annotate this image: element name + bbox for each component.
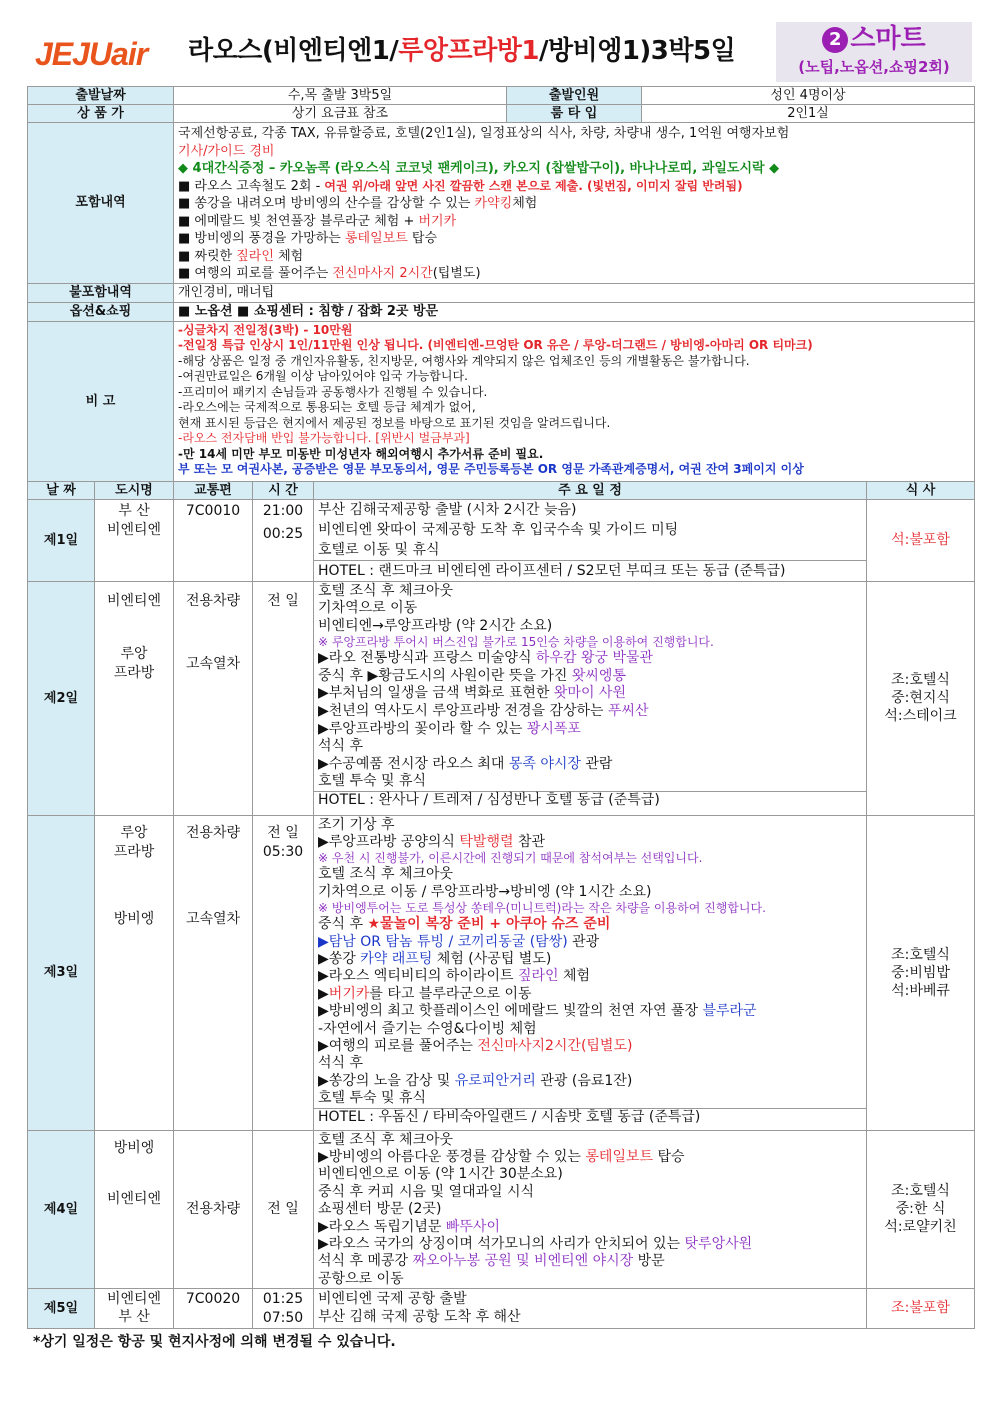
itinerary-line	[318, 721, 862, 739]
text: ■ 짜릿한	[178, 248, 237, 264]
text-highlight: 버기카	[328, 985, 370, 1002]
text: ▶쏭강	[318, 950, 361, 967]
itinerary-line	[318, 951, 862, 968]
itinerary-line	[318, 1038, 862, 1055]
price-value: 상기 요금표 참조	[174, 105, 507, 123]
itinerary-note: ※ 우천 시 진행불가, 이른시간에 진행되기 때문에 참석여부는 선택입니다.	[318, 851, 703, 866]
remark-line: 부 또는 모 여권사본, 공증받은 영문 부모동의서, 영문 주민등록등본 OR 영문 가족관계증명서, 여권 잔여 3페이지 이상	[178, 462, 804, 476]
included-line	[178, 195, 970, 213]
itinerary-line	[318, 1003, 862, 1020]
day4-itinerary	[314, 1130, 867, 1289]
time: 00:25	[262, 525, 304, 542]
city: 방비엥	[113, 910, 155, 927]
day1-label: 제1일	[28, 499, 95, 581]
text-highlight: 하우캄 왕궁 박물관	[535, 650, 654, 667]
text: ▶수공예품 전시장 라오스 최대	[318, 755, 509, 772]
options-label: 옵션&쇼핑	[28, 302, 174, 321]
itinerary-line	[318, 834, 862, 851]
itinerary-line: 조기 기상 후	[318, 816, 395, 833]
city: 부 산	[118, 502, 150, 519]
text: ▶루앙프라방의 꽃이라 할 수 있는	[318, 720, 527, 737]
page-title	[188, 30, 735, 67]
itinerary-line: 비엔티엔 왓따이 국제공항 도착 후 입국수속 및 가이드 미팅	[318, 521, 679, 538]
departure-value: 수,목 출발 3박5일	[174, 87, 507, 105]
itinerary-line: 호텔 조식 후 체크아웃	[318, 1131, 454, 1148]
day5-transport: 7C0020	[174, 1289, 253, 1329]
transport: 전용차량	[185, 592, 241, 609]
day4-time: 전 일	[253, 1130, 314, 1289]
jejuair-logo: JEJUair	[35, 36, 148, 72]
itinerary-line	[318, 650, 862, 668]
day5-itinerary	[314, 1289, 867, 1329]
text-highlight: 전신마사지2시간(팁별도)	[477, 1037, 633, 1054]
day3-time: 전 일 05:30	[253, 815, 314, 1130]
day3-meal: 조:호텔식 중:비빔밥 석:바베큐	[867, 815, 975, 1130]
text: 방문	[633, 1253, 665, 1270]
itinerary-line: 호텔 투숙 및 휴식	[318, 1090, 427, 1107]
day2-label: 제2일	[28, 581, 95, 815]
text: (팁별도)	[432, 266, 481, 281]
remark-line: -여권만료일은 6개월 이상 남아있어야 입국 가능합니다.	[178, 369, 468, 383]
text-highlight: 왓마이 사원	[553, 685, 626, 702]
itinerary-line: 호텔 조식 후 체크아웃	[318, 582, 454, 599]
text-highlight: 롱테일보트	[344, 231, 408, 246]
spacer	[99, 1158, 169, 1190]
itinerary-line: 비엔티엔→루앙프라방 (약 2시간 소요)	[318, 617, 553, 634]
itinerary-line	[318, 1219, 862, 1236]
day5-time: 01:25 07:50	[253, 1289, 314, 1329]
day2-transport	[174, 581, 253, 815]
day2-itinerary	[314, 581, 867, 815]
text-highlight: ★물놀이 복장 준비 + 아쿠아 슈즈 준비	[367, 916, 611, 933]
day4-label: 제4일	[28, 1130, 95, 1289]
itinerary-line	[318, 986, 862, 1003]
tour-table	[27, 86, 975, 1329]
transport: 고속열차	[185, 655, 241, 672]
hotel-line: HOTEL : 우돔신 / 타비숙아일랜드 / 시솜밧 호텔 동급 (준특급)	[314, 1108, 866, 1126]
text: 탑승	[653, 1148, 685, 1165]
day3-city	[95, 815, 174, 1130]
transport: 고속열차	[185, 910, 241, 927]
text: ▶방비엥의 아름다운 풍경를 감상할 수 있는	[318, 1148, 586, 1165]
spacer	[99, 611, 169, 645]
text: ■ 라오스 고속철도 2회 -	[178, 178, 325, 194]
title-part: /방비엥1)3박5일	[538, 36, 736, 66]
city: 루앙 프라방	[113, 824, 155, 860]
itinerary-line: 기차역으로 이동 / 루앙프라방→방비엥 (약 1시간 소요)	[318, 883, 652, 900]
badge-main	[776, 22, 972, 56]
remark-line: -전일정 특급 인상시 1인/11만원 인상 됩니다. (비엔티엔-므엉탄 OR 유은 / 루앙-더그랜드 / 방비엥-아마리 OR 티마크)	[178, 338, 813, 352]
day4-meal: 조:호텔식 중:한 식 석:로얄키친	[867, 1130, 975, 1289]
remark-line: -라오스 전자담배 반입 불가능합니다. [위반시 벌금부과]	[178, 431, 470, 445]
text-highlight: 블루라군	[702, 1003, 757, 1020]
text: 체험	[558, 968, 591, 985]
day3-transport	[174, 815, 253, 1130]
day3-label: 제3일	[28, 815, 95, 1130]
day4-transport: 전용차량	[174, 1130, 253, 1289]
people-value: 성인 4명이상	[642, 87, 975, 105]
day1-meal: 석:불포함	[867, 499, 975, 581]
text: ■ 에메랄드 빛 천연풀장 블루라군 체험 +	[178, 213, 419, 229]
text-highlight: 여권 위/아래 앞면 사진 깔끔한 스캔 본으로 제출. (빛번짐, 이미지 잘림 반려됨)	[324, 178, 743, 193]
text: ▶천년의 역사도시 루앙프라방 전경을 감상하는	[318, 703, 608, 720]
included-line	[178, 248, 970, 266]
text: 석식 후 메콩강	[318, 1253, 413, 1270]
itinerary-line	[318, 1253, 862, 1270]
badge-main-label: 스마트	[850, 24, 926, 54]
city: 비엔티엔	[106, 1190, 162, 1207]
day5-meal: 조:불포함	[867, 1289, 975, 1329]
time: 21:00	[262, 502, 304, 519]
remark-line: -프리미어 패키지 손님들과 공동행사가 진행될 수 있습니다.	[178, 384, 488, 399]
text: ▶	[318, 985, 329, 1002]
included-snacks: ◆ 4대간식증정 – 카오놈콕 (라오스식 코코넛 팬케이크), 카오지 (찹쌀밥구이), 바나나로띠, 과일도시락 ◆	[178, 161, 780, 176]
text-highlight: ▶탐남 OR 탐놈 튜빙 / 코끼리동굴 (탐쌍)	[318, 933, 568, 950]
itinerary-line	[318, 685, 862, 703]
city: 비엔티엔	[106, 521, 162, 538]
text-highlight: 탓루앙사원	[684, 1235, 753, 1252]
text: ▶루앙프라방 공양의식	[318, 833, 460, 850]
text-highlight: 몽족 야시장	[508, 755, 581, 772]
room-label: 룸 타 입	[507, 105, 642, 123]
hotel-line: HOTEL : 완사나 / 트레져 / 심성반나 호텔 동급 (준특급)	[314, 791, 866, 810]
text: ▶라오스 엑티비티의 하이라이트	[318, 968, 518, 985]
remark-line: -해당 상품은 일정 중 개인자유활동, 친지방문, 여행사와 계약되지 않은 업체조인 등의 개별활동은 불가합니다.	[178, 353, 750, 368]
text: ▶라오스 독립기념문	[318, 1218, 446, 1235]
itinerary-line	[318, 1149, 862, 1166]
text: 관람	[580, 755, 613, 772]
text: ▶라오 전통방식과 프랑스 미술양식	[318, 650, 536, 667]
itinerary-line	[318, 756, 862, 774]
text: ▶부처님의 일생을 금색 벽화로 표현한	[318, 685, 554, 702]
text-highlight: 꽝시폭포	[526, 720, 581, 737]
options-value: ■ 노옵션 ■ 쇼핑센터 : 침향 / 잡화 2곳 방문	[174, 302, 975, 321]
day5-label: 제5일	[28, 1289, 95, 1329]
price-label: 상 품 가	[28, 105, 174, 123]
itinerary-line: 호텔 투숙 및 휴식	[318, 773, 427, 790]
text: 탑승	[407, 231, 438, 246]
departure-label: 출발날짜	[28, 87, 174, 105]
title-part: 라오스(비엔티엔1/	[188, 36, 399, 66]
text: 체험	[273, 248, 304, 264]
itinerary-line: 부산 김해국제공항 출발 (시차 2시간 늦음)	[318, 501, 577, 518]
text-highlight: 왓씨엥통	[571, 667, 626, 684]
text: 체험	[512, 196, 538, 211]
text-highlight: 푸씨산	[608, 703, 649, 720]
text-highlight: 탁발행렬	[459, 833, 514, 850]
remark-line: -만 14세 미만 부모 미동반 미성년자 해외여행시 추가서류 준비 필요.	[178, 446, 544, 461]
day2-time: 전 일	[253, 581, 314, 815]
people-label: 출발인원	[507, 87, 642, 105]
itinerary-line: 중식 후 커피 시음 및 열대과일 시식	[318, 1183, 535, 1200]
remarks-content	[174, 321, 975, 481]
badge-number-icon: 2	[822, 27, 848, 53]
text-highlight: 짜오아누봉 공원 및 비엔티엔 야시장	[412, 1253, 634, 1270]
itinerary-line: 부산 김해 국제 공항 도착 후 해산	[318, 1309, 521, 1326]
included-line: 기사/가이드 경비	[178, 143, 275, 159]
spacer	[178, 611, 248, 655]
itinerary-line: 석식 후	[318, 1055, 364, 1072]
remark-line: -싱글차지 전일정(3박) - 10만원	[178, 322, 353, 337]
day1-transport: 7C0010	[174, 499, 253, 581]
text: 를 타고 블루라군으로 이동	[369, 985, 532, 1002]
itinerary-line: 호텔 조식 후 체크아웃	[318, 866, 454, 883]
itinerary-line	[318, 968, 862, 985]
excluded-value: 개인경비, 매너팁	[174, 283, 975, 302]
itinerary-line: 비엔티엔 국제 공항 출발	[318, 1291, 467, 1308]
product-badge	[776, 22, 972, 82]
remark-line: 현재 표시된 등급은 현지에서 제공된 정보를 바탕으로 표기된 것임을 알려드립니다.	[178, 415, 611, 430]
text-highlight: 짚라인	[517, 968, 559, 985]
text-highlight: 버기카	[418, 213, 457, 229]
col-time: 시 간	[253, 481, 314, 499]
itinerary-line: 쇼핑센터 방문 (2곳)	[318, 1201, 442, 1218]
page-header	[0, 0, 1000, 86]
day2-meal: 조:호텔식 중:현지식 석:스테이크	[867, 581, 975, 815]
itinerary-line: 석식 후	[318, 738, 364, 755]
day1-city	[95, 499, 174, 581]
transport: 전용차량	[185, 824, 241, 841]
text: 참관	[513, 833, 546, 850]
itinerary-line	[318, 1073, 862, 1090]
itinerary-line: 비엔티엔으로 이동 (약 1시간 30분소요)	[318, 1166, 563, 1183]
text: 중식 후	[318, 916, 368, 933]
spacer	[178, 843, 248, 910]
day2-city	[95, 581, 174, 815]
itinerary-line	[318, 916, 862, 933]
spacer	[99, 862, 169, 910]
itinerary-line: 기차역으로 이동	[318, 600, 418, 617]
badge-sub: (노팁,노옵션,쇼핑2회)	[798, 58, 950, 76]
col-itinerary: 주 요 일 정	[314, 481, 867, 499]
itinerary-note: ※ 방비엥투어는 도로 특성상 쏭테우(미니트럭)라는 작은 차량을 이용하여 진행합니다.	[318, 901, 766, 916]
text-highlight: 카약킹	[474, 196, 513, 211]
day1-time	[253, 499, 314, 581]
day3-itinerary	[314, 815, 867, 1130]
text: ▶방비엥의 최고 핫플레이스인 에메랄드 빛깔의 천연 자연 풀장	[318, 1003, 703, 1020]
itinerary-line	[318, 934, 862, 951]
excluded-label: 불포함내역	[28, 283, 174, 302]
text: ▶라오스 국가의 상징이며 석가모니의 사리가 안치되어 있는	[318, 1235, 685, 1252]
day5-city: 비엔티엔 부 산	[95, 1289, 174, 1329]
text: ■ 쏭강을 내려오며 방비엥의 산수를 감상할 수 있는	[178, 196, 475, 211]
day4-city	[95, 1130, 174, 1289]
col-meal: 식 사	[867, 481, 975, 499]
included-line	[178, 265, 970, 283]
col-transport: 교통편	[174, 481, 253, 499]
itinerary-line: 공항으로 이동	[318, 1270, 404, 1287]
included-line	[178, 213, 970, 231]
footnote: *상기 일정은 항공 및 현지사정에 의해 변경될 수 있습니다.	[33, 1334, 396, 1350]
text-highlight: 빠뚜사이	[445, 1218, 500, 1235]
room-value: 2인1실	[642, 105, 975, 123]
text-highlight: 카약 래프팅	[360, 950, 433, 967]
city: 방비엥	[113, 1139, 155, 1156]
text-highlight: 롱테일보트	[585, 1148, 654, 1165]
text: 관광 (음료1잔)	[535, 1072, 633, 1089]
text: ▶여행의 피로를 풀어주는	[318, 1037, 478, 1054]
text: ■ 방비엥의 풍경을 가망하는	[178, 231, 345, 246]
itinerary-line	[318, 1236, 862, 1253]
itinerary-line	[318, 703, 862, 721]
text: 체험 (사공팁 별도)	[432, 950, 552, 967]
day1-itinerary	[314, 499, 867, 581]
included-label: 포함내역	[28, 123, 174, 284]
itinerary-line: -자연에서 즐기는 수영&다이빙 체험	[318, 1020, 537, 1037]
city: 비엔티엔	[106, 592, 162, 609]
remark-line: -라오스에는 국제적으로 통용되는 호텔 등급 체계가 없어,	[178, 400, 476, 414]
text-highlight: 유로피안거리	[454, 1072, 536, 1089]
text: ■ 여행의 피로를 풀어주는	[178, 266, 333, 281]
text: 관광	[567, 933, 600, 950]
text-highlight: 전신마사지 2시간	[332, 266, 433, 281]
itinerary-line	[318, 668, 862, 686]
city: 루앙 프라방	[113, 645, 155, 681]
hotel-line: HOTEL : 랜드마크 비엔티엔 라이프센터 / S2모던 부띠크 또는 동급 (준특급)	[314, 560, 866, 581]
included-line: 국제선항공료, 각종 TAX, 유류할증료, 호텔(2인1실), 일정표상의 식사, 차량, 차량내 생수, 1억원 여행자보험	[178, 126, 790, 141]
title-highlight: 루앙프라방1	[398, 36, 539, 66]
itinerary-line: 호텔로 이동 및 휴식	[318, 541, 440, 558]
col-city: 도시명	[95, 481, 174, 499]
text-highlight: 짚라인	[236, 248, 274, 264]
text: 중식 후 ▶황금도시의 사원이란 뜻을 가진	[318, 667, 572, 684]
included-line	[178, 230, 970, 248]
text: ▶쏭강의 노을 감상 및	[318, 1072, 455, 1089]
remarks-label: 비 고	[28, 321, 174, 481]
included-content	[174, 123, 975, 284]
col-day: 날 짜	[28, 481, 95, 499]
included-line	[178, 178, 970, 196]
itinerary-note: ※ 루앙프라방 투어시 버스진입 불가로 15인승 차량을 이용하여 진행합니다.	[318, 635, 714, 650]
